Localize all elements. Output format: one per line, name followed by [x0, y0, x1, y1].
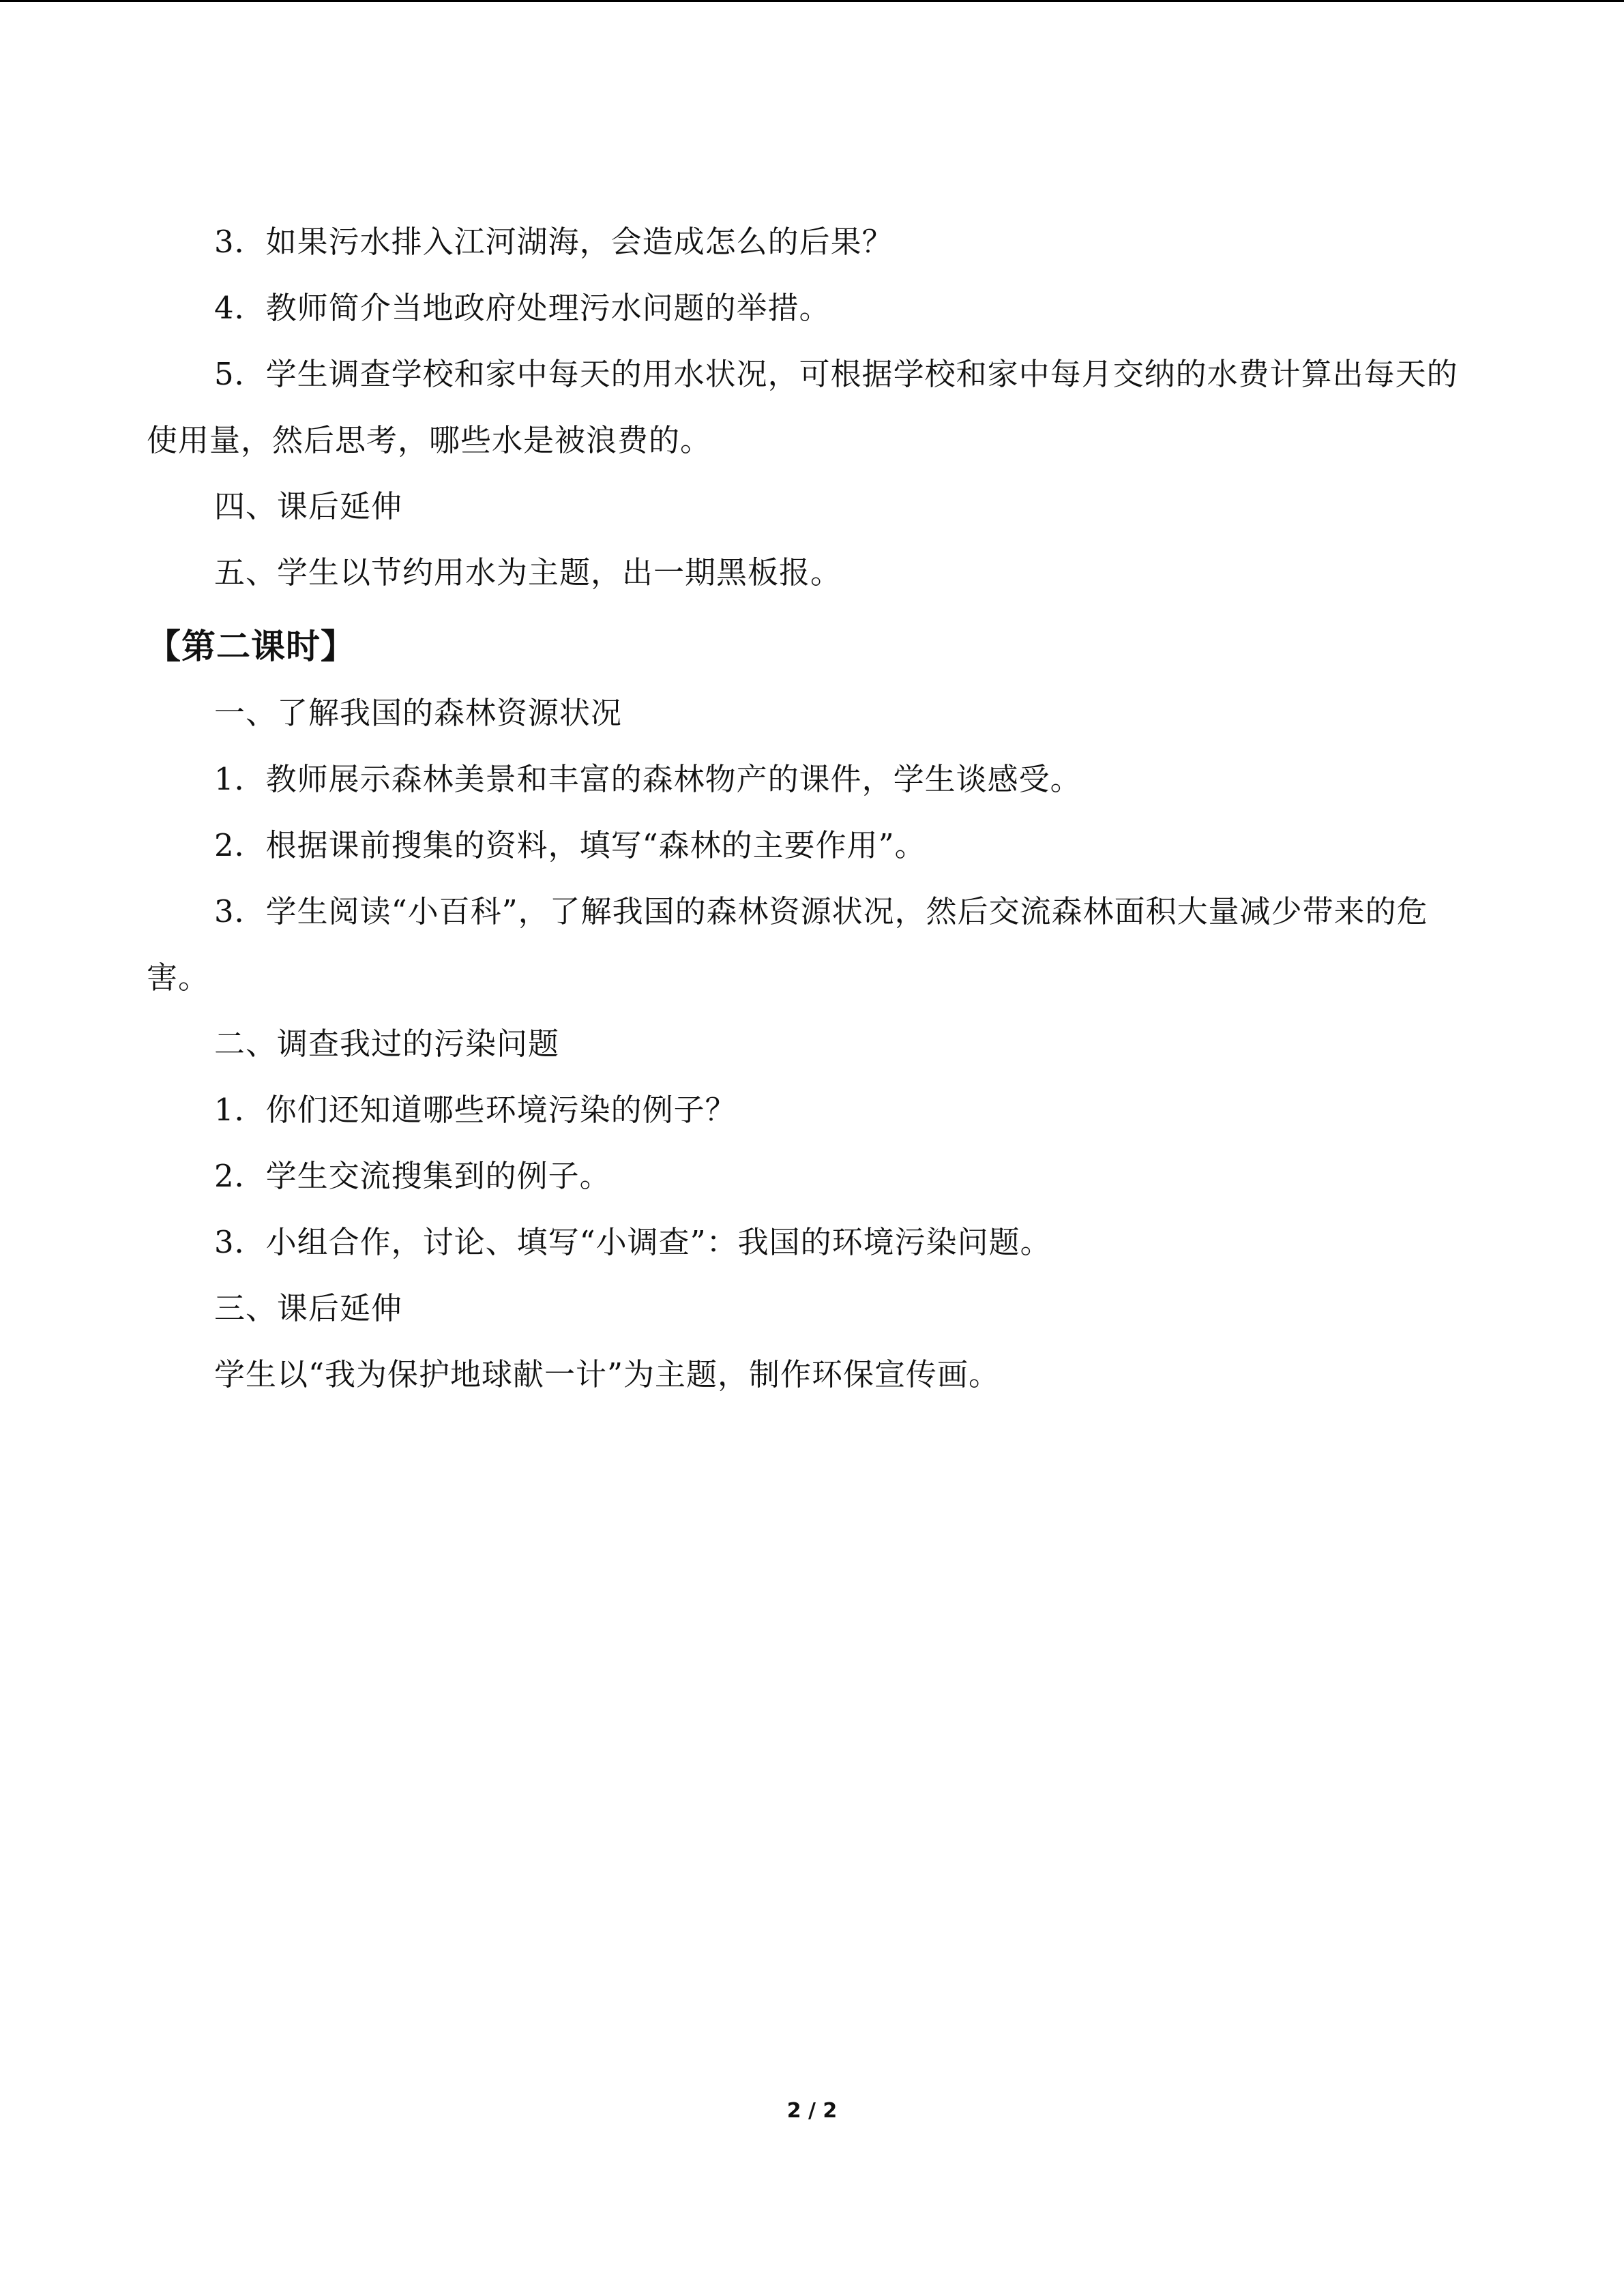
- document-body: [147, 209, 1477, 1407]
- paragraph-pollution-3: 3．小组合作，讨论、填写“小调查”：我国的环境污染问题。: [214, 1224, 1052, 1260]
- section-heading-blackboard: 五、学生以节约用水为主题，出一期黑板报。: [214, 554, 842, 591]
- section-heading-forest: 一、了解我国的森林资源状况: [214, 695, 623, 731]
- top-border-line: [0, 0, 1624, 2]
- section-heading-pollution: 二、调查我过的污染问题: [214, 1026, 560, 1062]
- paragraph-item-5: 5．学生调查学校和家中每天的用水状况，可根据学校和家中每月交纳的水费计算出每天的使用量，然后思考，哪些水是被浪费的。: [147, 356, 1458, 458]
- section-heading-after-class-2: 三、课后延伸: [214, 1290, 403, 1326]
- paragraph-pollution-1: 1．你们还知道哪些环境污染的例子？: [214, 1092, 737, 1128]
- section-heading-after-class: 四、课后延伸: [214, 488, 403, 524]
- paragraph-item-3: 3．如果污水排入江河湖海，会造成怎么的后果？: [214, 224, 894, 260]
- paragraph-forest-3: 3．学生阅读“小百科”，了解我国的森林资源状况，然后交流森林面积大量减少带来的危害。: [147, 893, 1428, 996]
- paragraph-item-4: 4．教师简介当地政府处理污水问题的举措。: [214, 290, 831, 326]
- paragraph-poster: 学生以“我为保护地球献一计”为主题，制作环保宣传画。: [214, 1356, 1001, 1392]
- paragraph-pollution-2: 2．学生交流搜集到的例子。: [214, 1158, 611, 1194]
- paragraph-forest-1: 1．教师展示森林美景和丰富的森林物产的课件，学生谈感受。: [214, 761, 1082, 797]
- second-lesson-heading: 【第二课时】: [147, 627, 355, 666]
- paragraph-forest-2: 2．根据课前搜集的资料，填写“森林的主要作用”。: [214, 827, 926, 863]
- page-number: 2 / 2: [786, 2099, 838, 2123]
